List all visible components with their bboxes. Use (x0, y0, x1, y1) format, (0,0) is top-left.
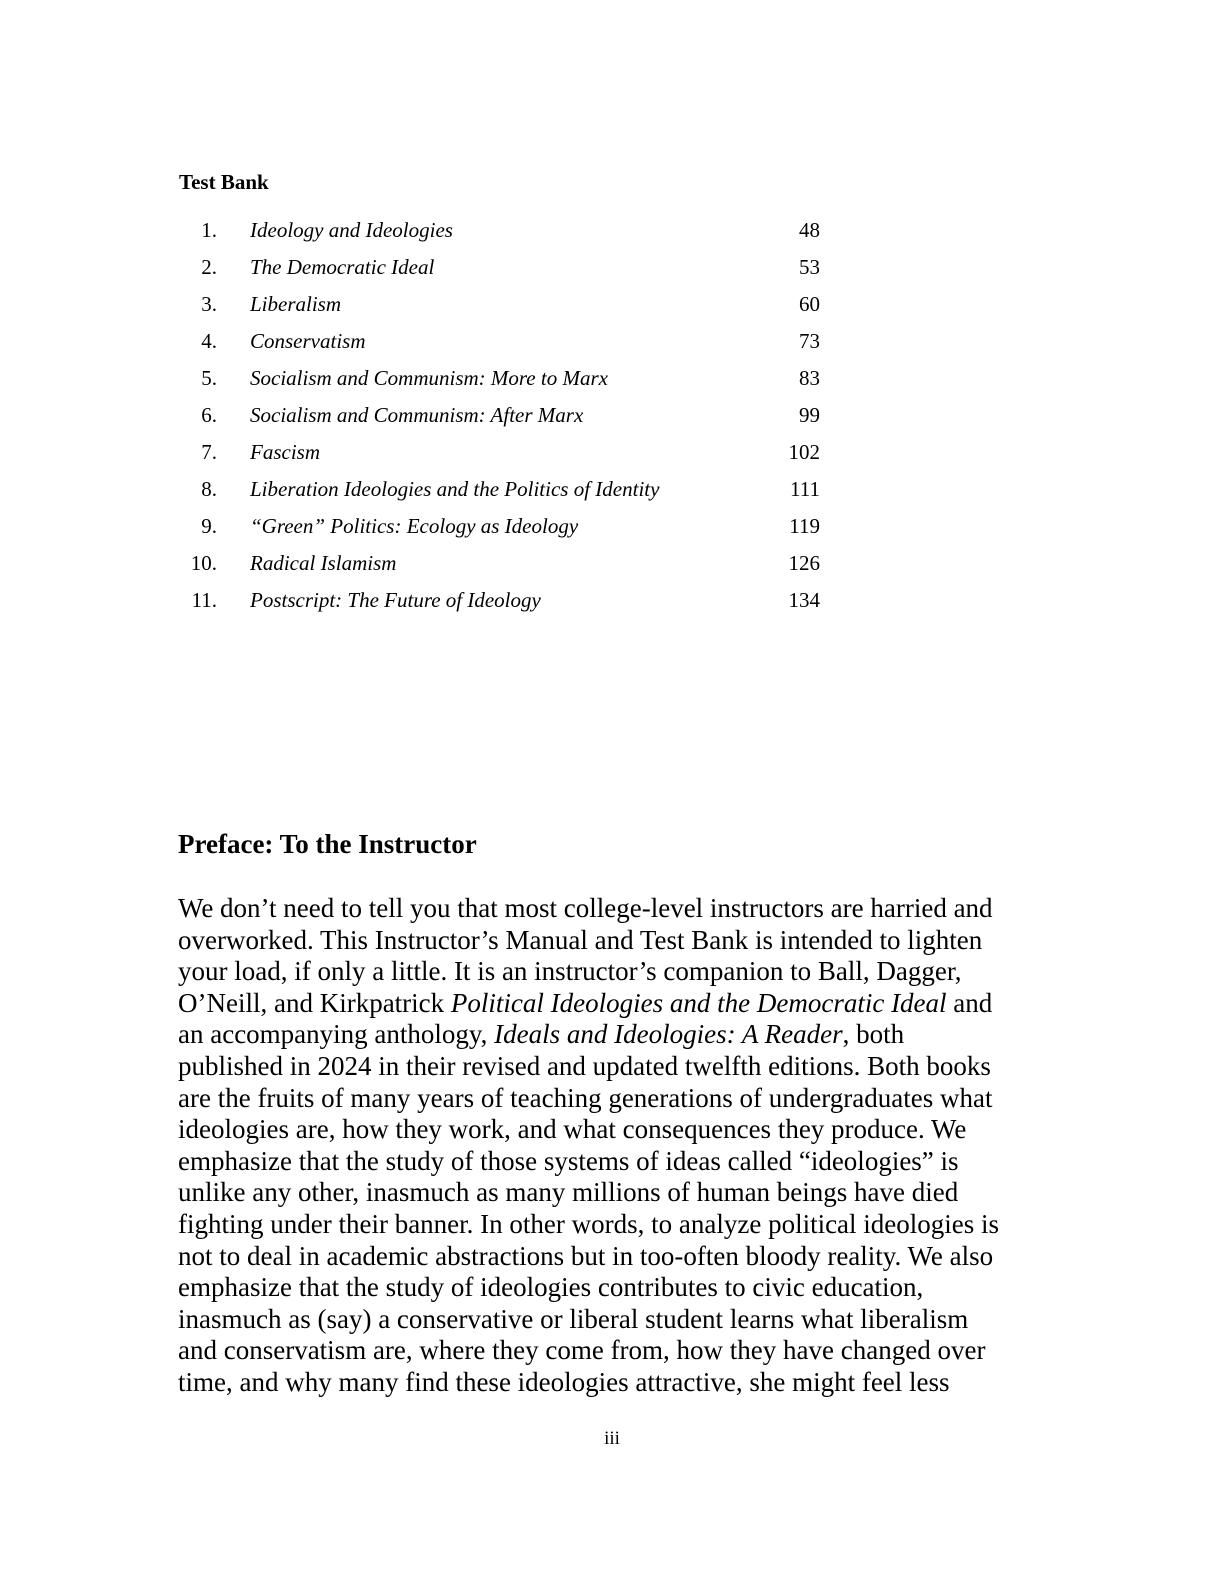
preface-line: are the fruits of many years of teaching generations of undergraduates what (178, 1082, 993, 1113)
toc-entry-number: 10. (190, 551, 217, 575)
preface-line: ideologies are, how they work, and what consequences they produce. We (178, 1114, 967, 1145)
toc-entry-title: Radical Islamism (250, 551, 397, 575)
toc-entry-number: 5. (201, 366, 217, 390)
toc-entry-page: 126 (788, 551, 820, 575)
toc-entry (179, 547, 839, 584)
preface-line: fighting under their banner. In other words, to analyze political ideologies is (178, 1208, 1000, 1239)
preface-text: and (946, 987, 993, 1018)
preface-line: published in 2024 in their revised and updated twelfth editions. Both books (178, 1050, 991, 1081)
toc-entry-page: 102 (788, 440, 820, 464)
toc-entry-title: Liberalism (250, 292, 342, 316)
toc-entry-title: Liberation Ideologies and the Politics of Identity (250, 477, 660, 501)
toc-entry-number: 7. (201, 440, 217, 464)
preface-text: O’Neill, and Kirkpatrick (178, 987, 451, 1018)
test-bank-contents (179, 214, 839, 621)
preface-line: not to deal in academic abstractions but in too-often bloody reality. We also (178, 1240, 994, 1271)
preface-title: Preface: To the Instructor (178, 829, 477, 859)
preface-paragraph (178, 893, 1048, 1399)
toc-entry-page: 73 (799, 329, 820, 353)
preface-line: We don’t need to tell you that most college-level instructors are harried and (178, 893, 993, 923)
preface-line (178, 1019, 1048, 1051)
test-bank-heading: Test Bank (179, 170, 269, 194)
toc-entry-number: 3. (201, 292, 217, 316)
toc-entry (179, 362, 839, 399)
toc-entry-number: 9. (201, 514, 217, 538)
toc-entry-page: 53 (799, 255, 820, 279)
preface-line: overworked. This Instructor’s Manual and Test Bank is intended to lighten (178, 924, 983, 955)
preface-text: , both (842, 1019, 905, 1050)
toc-entry (179, 214, 839, 251)
preface-line: time, and why many find these ideologies attractive, she might feel less (178, 1366, 950, 1397)
toc-entry (179, 473, 839, 510)
toc-entry (179, 251, 839, 288)
toc-entry-title: Socialism and Communism: More to Marx (250, 366, 608, 390)
toc-entry-title: “Green” Politics: Ecology as Ideology (250, 514, 579, 538)
toc-entry-page: 48 (799, 218, 820, 242)
preface-line: unlike any other, inasmuch as many millions of human beings have died (178, 1177, 959, 1208)
toc-entry-title: Postscript: The Future of Ideology (250, 588, 541, 612)
toc-entry (179, 584, 839, 621)
toc-entry-title: Conservatism (250, 329, 366, 353)
toc-entry-page: 99 (799, 403, 820, 427)
toc-entry (179, 510, 839, 547)
toc-entry-title: Fascism (250, 440, 320, 464)
preface-line: your load, if only a little. It is an instructor’s companion to Ball, Dagger, (178, 956, 962, 987)
toc-entry-number: 8. (201, 477, 217, 501)
toc-entry (179, 436, 839, 473)
toc-entry (179, 399, 839, 436)
page-number: iii (604, 1428, 620, 1449)
toc-entry-page: 119 (789, 514, 820, 538)
toc-entry-title: Ideology and Ideologies (250, 218, 453, 242)
toc-entry (179, 325, 839, 362)
book-title: Ideals and Ideologies: A Reader (494, 1019, 843, 1050)
preface-line: and conservatism are, where they come from, how they have changed over (178, 1335, 986, 1366)
toc-entry-number: 1. (201, 218, 217, 242)
toc-entry-page: 83 (799, 366, 820, 390)
toc-entry-number: 4. (201, 329, 217, 353)
toc-entry-page: 134 (788, 588, 820, 612)
preface-line: emphasize that the study of those systems of ideas called “ideologies” is (178, 1145, 959, 1176)
book-title: Political Ideologies and the Democratic Ideal (450, 987, 947, 1018)
preface-line: inasmuch as (say) a conservative or liberal student learns what liberalism (178, 1303, 969, 1334)
preface-text: an accompanying anthology, (178, 1019, 495, 1050)
toc-entry-page: 111 (790, 477, 820, 501)
toc-entry-title: The Democratic Ideal (250, 255, 435, 279)
toc-entry (179, 288, 839, 325)
toc-entry-number: 11. (191, 588, 217, 612)
toc-entry-number: 2. (201, 255, 217, 279)
toc-entry-page: 60 (799, 292, 820, 316)
toc-entry-title: Socialism and Communism: After Marx (250, 403, 584, 427)
toc-entry-number: 6. (201, 403, 217, 427)
preface-line (178, 988, 1048, 1020)
preface-line: emphasize that the study of ideologies contributes to civic education, (178, 1272, 924, 1303)
